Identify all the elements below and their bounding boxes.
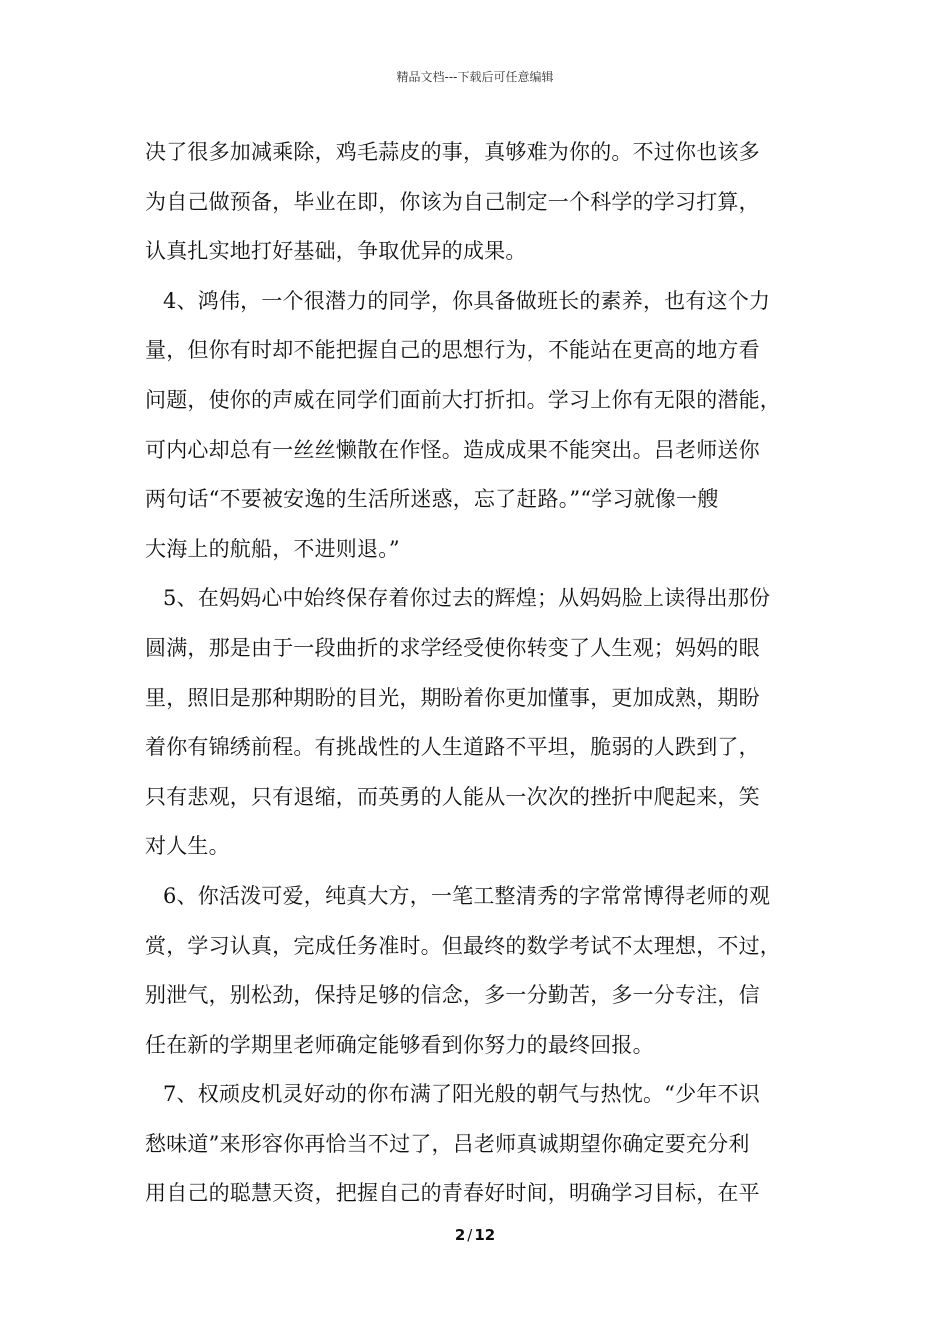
text-line: 两句话“不要被安逸的生活所迷惑，忘了赶路。”“学习就像一艘 [145,487,719,512]
text-line: 认真扎实地打好基础，争取优异的成果。 [145,239,527,264]
text-line: 为自己做预备，毕业在即，你该为自己制定一个科学的学习打算， [145,189,760,214]
text-line: 着你有锦绣前程。有挑战性的人生道路不平坦，脆弱的人跌到了， [145,735,760,760]
text-line: 只有悲观，只有退缩，而英勇的人能从一次次的挫折中爬起来，笑 [145,784,760,809]
page-number [0,1226,950,1244]
page-separator: / [467,1226,473,1244]
text-line: 愁味道”来形容你再恰当不过了，吕老师真诚期望你确定要充分利 [145,1131,750,1156]
text-line: 用自己的聪慧天资，把握自己的青春好时间，明确学习目标，在平 [145,1181,760,1206]
text-line: 里，照旧是那种期盼的目光，期盼着你更加懂事，更加成熟，期盼 [145,685,760,710]
total-page-count: 12 [474,1226,496,1244]
text-line: 圆满，那是由于一段曲折的求学经受使你转变了人生观；妈妈的眼 [145,635,760,660]
document-body [145,128,825,1219]
paragraph-start-line: 4、鸿伟，一个很潜力的同学，你具备做班长的素养，也有这个力 [163,288,771,313]
text-line: 任在新的学期里老师确定能够看到你努力的最终回报。 [145,1032,654,1057]
page-header: 精品文档---下载后可任意编辑 [396,70,554,84]
text-line: 量，但你有时却不能把握自己的思想行为，不能站在更高的地方看 [145,338,760,363]
text-line: 问题，使你的声威在同学们面前大打折扣。学习上你有无限的潜能， [145,387,781,412]
text-line: 对人生。 [145,834,230,859]
paragraph-start-line: 7、权顽皮机灵好动的你布满了阳光般的朝气与热忱。“少年不识 [163,1082,760,1107]
text-line: 赏，学习认真，完成任务准时。但最终的数学考试不太理想，不过， [145,933,781,958]
text-line: 可内心却总有一丝丝懒散在作怪。造成成果不能突出。吕老师送你 [145,437,760,462]
text-line: 决了很多加减乘除，鸡毛蒜皮的事，真够难为你的。不过你也该多 [145,140,760,164]
paragraph-start-line: 6、你活泼可爱，纯真大方，一笔工整清秀的字常常博得老师的观 [163,883,771,908]
text-line: 别泄气，别松劲，保持足够的信念，多一分勤苦，多一分专注，信 [145,983,760,1008]
text-line: 大海上的航船，不进则退。” [145,536,400,561]
current-page-number: 2 [454,1226,466,1244]
paragraph-start-line: 5、在妈妈心中始终保存着你过去的辉煌；从妈妈脸上读得出那份 [163,586,771,611]
